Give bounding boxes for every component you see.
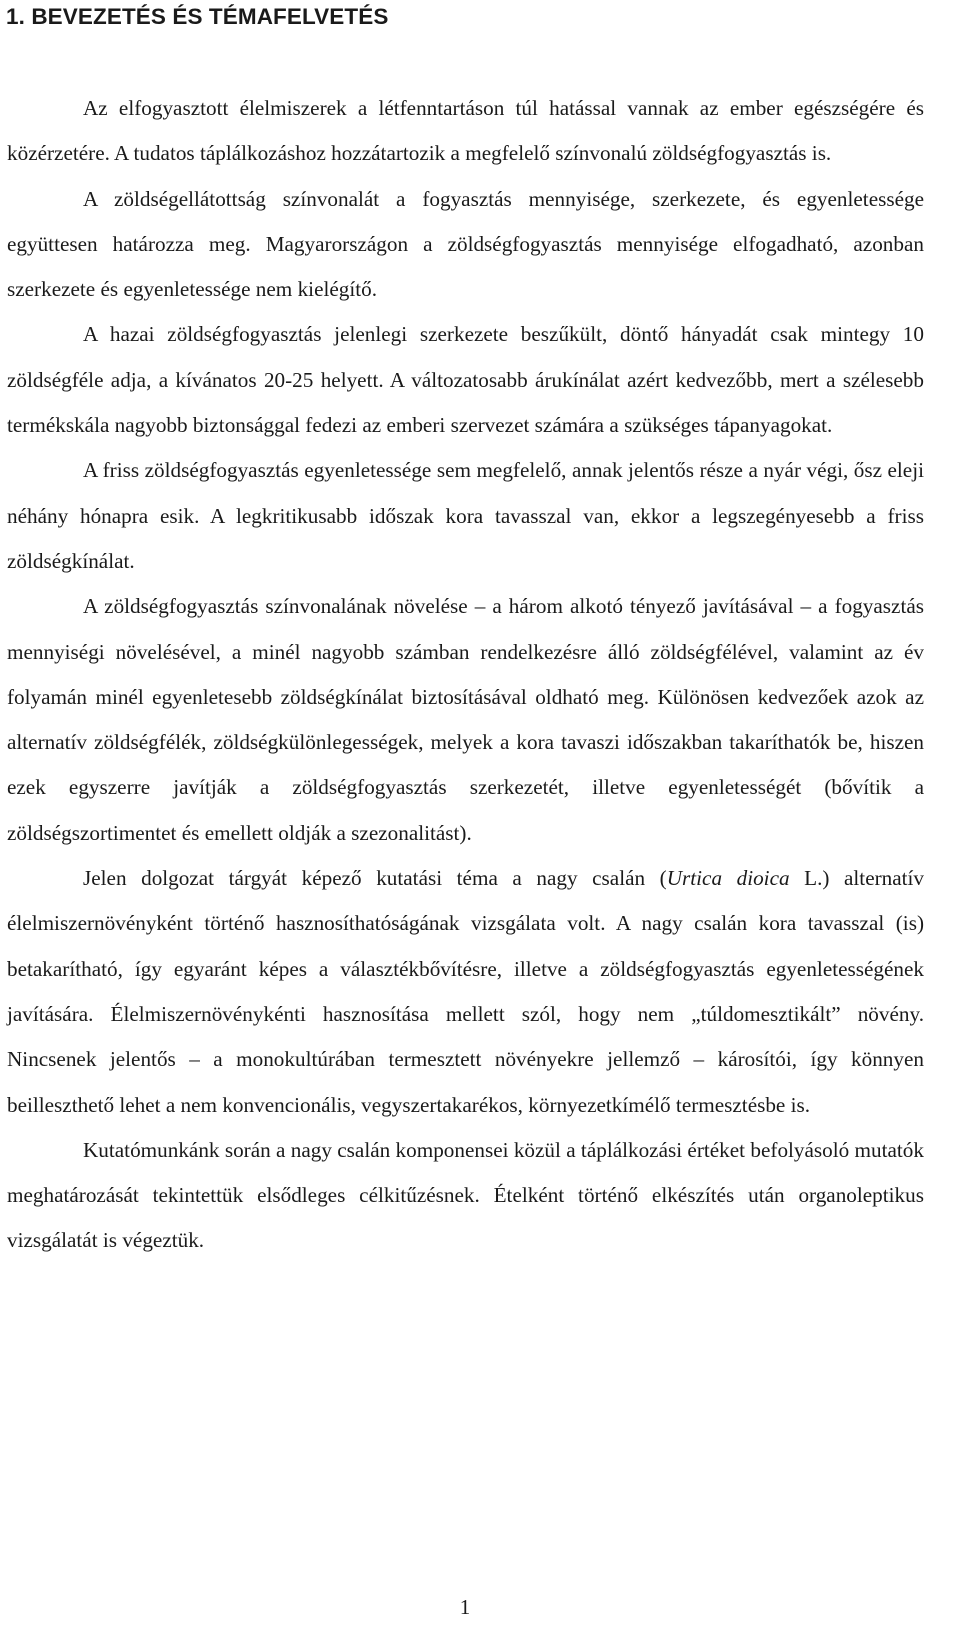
paragraph: Kutatómunkánk során a nagy csalán komponensei közül a táplálkozási értéket befolyásoló mutatók meghatározását tekintettük elsődleges célkitűzésnek. Ételként történő elkészítés után organoleptikus vizsgálatát is végeztük.: [7, 1137, 924, 1253]
species-name: Urtica dioica: [666, 866, 790, 891]
section-heading: 1. BEVEZETÉS ÉS TÉMAFELVETÉS: [6, 4, 389, 29]
paragraph-text: L.) alternatív élelmiszernövényként történő hasznosíthatóságának vizsgálata volt. A nagy csalán kora tavasszal (is) betakarítható, így egyaránt képes a választékbővítésre, illetve a zöldségfogyasztás egyenletességének javítására. Élelmiszernövénykénti hasznosítása mellett szól, hogy nem „túldomesztikált” növény. Nincsenek jelentős – a monokultúrában termesztett növényekre jellemző – károsítói, így könnyen beilleszthető lehet a nem konvencionális, vegyszertakarékos, környezetkímélő termesztésbe is.: [7, 866, 925, 1117]
body-text: [7, 86, 924, 1264]
paragraph: A zöldségfogyasztás színvonalának növelése – a három alkotó tényező javításával – a fogyasztás mennyiségi növelésével, a minél nagyobb számban rendelkezésre álló zöldségfélével, valamint az év folyamán minél egyenletesebb zöldségkínálat biztosításával oldható meg. Különösen kedvezőek azok az alternatív zöldségfélék, zöldségkülönlegességek, melyek a kora tavaszi időszakban takaríthatók be, hiszen ezek egyszerre javítják a zöldségfogyasztás szerkezetét, illetve egyenletességét (bővítik a zöldségszortimentet és emellett oldják a szezonalitást).: [7, 594, 924, 845]
paragraph: A hazai zöldségfogyasztás jelenlegi szerkezete beszűkült, döntő hányadát csak mintegy 10 zöldségféle adja, a kívánatos 20-25 helyett. A változatosabb árukínálat azért kedvezőbb, mert a szélesebb termékskála nagyobb biztonsággal fedezi az emberi szervezet számára a szükséges tápanyagokat.: [7, 322, 924, 438]
paragraph: A friss zöldségfogyasztás egyenletessége sem megfelelő, annak jelentős része a nyár végi, ősz eleji néhány hónapra esik. A legkritikusabb időszak kora tavasszal van, ekkor a legszegényesebb a friss zöldségkínálat.: [7, 458, 924, 573]
paragraph-text: Jelen dolgozat tárgyát képező kutatási téma a nagy csalán (: [83, 866, 667, 891]
paragraph: Az elfogyasztott élelmiszerek a létfenntartáson túl hatással vannak az ember egészségére és közérzetére. A tudatos táplálkozáshoz hozzátartozik a megfelelő színvonalú zöldségfogyasztás is.: [7, 96, 924, 166]
paragraph: A zöldségellátottság színvonalát a fogyasztás mennyisége, szerkezete, és egyenletessége együttesen határozza meg. Magyarországon a zöldségfogyasztás mennyisége elfogadható, azonban szerkezete és egyenletessége nem kielégítő.: [7, 186, 924, 302]
page-number: 1: [459, 1595, 471, 1619]
paragraph: [7, 856, 924, 1128]
